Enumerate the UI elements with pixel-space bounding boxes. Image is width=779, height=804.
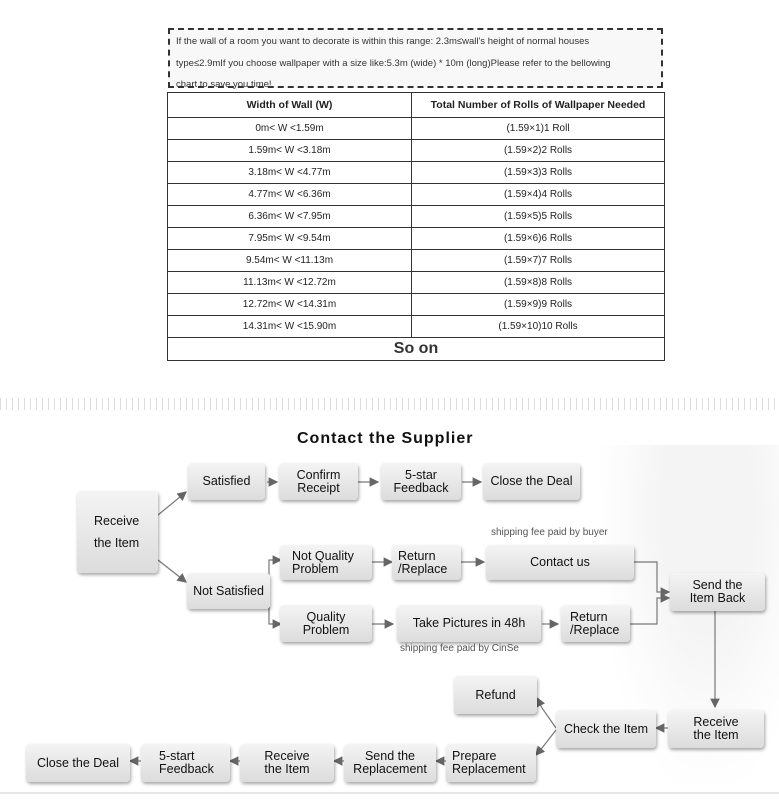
width-range-cell: 12.72m< W <14.31m [168, 294, 412, 316]
rolls-needed-cell: (1.59×4)4 Rolls [412, 184, 665, 206]
seller-fee-note: shipping fee paid by CinSe [400, 643, 519, 654]
rolls-needed-cell: (1.59×10)10 Rolls [412, 316, 665, 338]
section-title: Contact the Supplier [297, 430, 474, 447]
notice-line: type≤2.9mIf you choose wallpaper with a size like:5.3m (wide) * 10m (long)Please refer to the bellowing [176, 57, 611, 69]
close-deal-bottom-node: Close the Deal [26, 744, 130, 782]
rolls-needed-cell: (1.59×7)7 Rolls [412, 250, 665, 272]
not-quality-problem-node: Not Quality Problem [280, 545, 372, 580]
width-range-cell: 6.36m< W <7.95m [168, 206, 412, 228]
width-range-cell: 0m< W <1.59m [168, 118, 412, 140]
take-pictures-node: Take Pictures in 48h [397, 605, 541, 642]
send-replacement-node: Send the Replacement [344, 744, 436, 782]
bottom-divider [0, 792, 779, 794]
column-header-rolls: Total Number of Rolls of Wallpaper Needed [412, 93, 665, 118]
check-item-node: Check the Item [556, 710, 656, 748]
rolls-needed-cell: (1.59×6)6 Rolls [412, 228, 665, 250]
receive-replacement-node: Receive the Item [240, 744, 334, 782]
buyer-fee-note: shipping fee paid by buyer [491, 527, 608, 538]
notice-line: chart to save you time! [176, 79, 272, 90]
width-range-cell: 9.54m< W <11.13m [168, 250, 412, 272]
quality-problem-node: Quality Problem [280, 605, 372, 642]
width-range-cell: 11.13m< W <12.72m [168, 272, 412, 294]
return-replace-node-2: Return /Replace [561, 605, 630, 642]
five-start-feedback-node: 5-start Feedback [141, 744, 230, 782]
receive-item-seller-node: Receive the Item [668, 710, 764, 748]
return-replace-node-1: Return /Replace [392, 545, 461, 580]
send-item-back-node: Send the Item Back [670, 573, 765, 611]
rolls-needed-cell: (1.59×1)1 Roll [412, 118, 665, 140]
close-deal-top-node: Close the Deal [483, 463, 580, 500]
rolls-needed-cell: (1.59×8)8 Rolls [412, 272, 665, 294]
width-range-cell: 1.59m< W <3.18m [168, 140, 412, 162]
width-range-cell: 14.31m< W <15.90m [168, 316, 412, 338]
prepare-replacement-node: Prepare Replacement [446, 744, 536, 782]
satisfied-node: Satisfied [188, 463, 265, 500]
rolls-needed-cell: (1.59×5)5 Rolls [412, 206, 665, 228]
column-header-width: Width of Wall (W) [168, 93, 412, 118]
contact-us-node: Contact us [486, 545, 634, 580]
rolls-needed-cell: (1.59×2)2 Rolls [412, 140, 665, 162]
receive-item-node: Receive the Item [77, 491, 158, 573]
width-range-cell: 4.77m< W <6.36m [168, 184, 412, 206]
five-star-feedback-node: 5-star Feedback [381, 463, 461, 500]
not-satisfied-node: Not Satisfied [187, 573, 270, 609]
notice-line: If the wall of a room you want to decorate is within this range: 2.3m≤wall's height of normal houses [176, 36, 590, 47]
table-footer: So on [168, 338, 665, 361]
confirm-receipt-node: Confirm Receipt [279, 463, 358, 500]
refund-node: Refund [454, 676, 537, 714]
width-range-cell: 7.95m< W <9.54m [168, 228, 412, 250]
width-range-cell: 3.18m< W <4.77m [168, 162, 412, 184]
rolls-needed-cell: (1.59×9)9 Rolls [412, 294, 665, 316]
rolls-needed-cell: (1.59×3)3 Rolls [412, 162, 665, 184]
